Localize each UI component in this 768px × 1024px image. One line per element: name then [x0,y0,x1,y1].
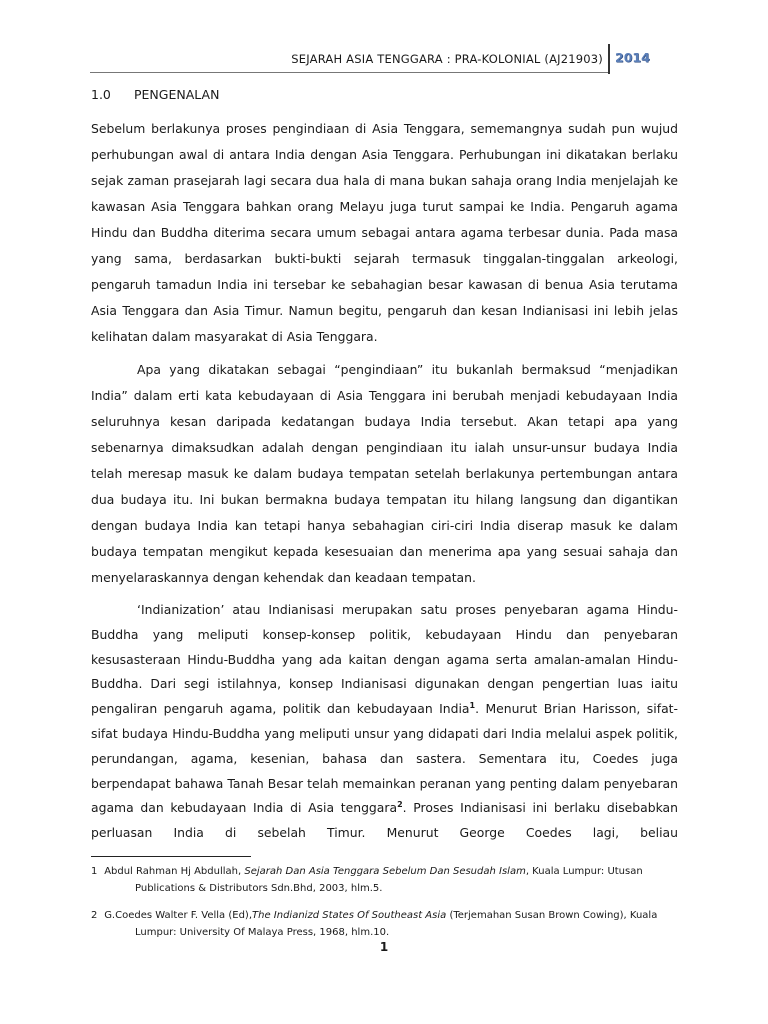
footnote-text: (Terjemahan Susan Brown Cowing), Kuala Lumpur: University Of Malaya Press, 1968, hlm.10. [135,909,658,938]
section-title: PENGENALAN [134,87,220,102]
paragraph-3-part-2: . Menurut Brian Harisson, sifat-sifat budaya Hindu-Buddha yang meliputi unsur yang didapati dari India melalui aspek politik, perundangan, agama, kesenian, bahasa dan sastera. Sementara itu, Coedes juga berpendapat bahawa Tanah Besar telah memainkan peranan yang penting dalam penyebaran agama dan kebudayaan India di Asia tenggara [91,701,678,816]
paragraph-3-part-1: ‘Indianization’ atau Indianisasi merupakan satu proses penyebaran agama Hindu-Buddha yang meliputi konsep-konsep politik, kebudayaan Hindu dan penyebaran kesusasteraan Hindu-Buddha yang ada kaitan dengan agama serta amalan-amalan Hindu-Buddha. Dari segi istilahnya, konsep Indianisasi digunakan dengan pengertian luas iaitu pengaliran pengaruh agama, politik dan kebudayaan India [91,602,678,717]
footnote-mark: 2 [91,909,98,921]
footnote-2 [91,907,678,941]
section-number: 1.0 [91,87,111,102]
footnote-separator [91,856,251,857]
paragraph-2: Apa yang dikatakan sebagai “pengindiaan” itu bukanlah bermaksud “menjadikan India” dalam erti kata kebudayaan di Asia Tenggara ini berubah menjadi kebudayaan India seluruhnya kesan daripada kedatangan budaya India tersebut. Akan tetapi apa yang sebenarnya dimaksudkan adalah dengan pengindiaan itu ialah unsur-unsur budaya India telah meresap masuk ke dalam budaya tempatan setelah berlakunya pertembungan antara dua budaya itu. Ini bukan bermakna budaya tempatan itu hilang langsung dan digantikan dengan budaya India kan tetapi hanya sebahagian ciri-ciri India diserap masuk ke dalam budaya tempatan mengikut kepada kesesuaian dan menerima apa yang sesuai sahaja dan menyelaraskannya dengan kehendak dan keadaan tempatan. [91,362,678,585]
footnote-ref-1[interactable]: 1 [469,701,476,711]
header-rule [90,72,608,73]
header-divider [608,44,610,74]
running-header [0,44,768,74]
course-title: SEJARAH ASIA TENGGARA : PRA-KOLONIAL (AJ21903) [291,52,603,66]
footnote-book-title: Sejarah Dan Asia Tenggara Sebelum Dan Sesudah Islam [244,865,526,877]
header-year: 2014 [615,50,650,65]
footnote-1 [91,863,678,897]
page-number: 1 [379,940,389,954]
page-body [91,87,678,951]
footnote-book-title: The Indianizd States Of Southeast Asia [252,909,447,921]
footnote-text: Abdul Rahman Hj Abdullah, [104,865,245,877]
section-heading [91,87,678,102]
paragraph-3 [91,598,678,846]
footnote-text: G.Coedes Walter F. Vella (Ed), [104,909,253,921]
paragraph-3-part-3: . Proses Indianisasi ini berlaku disebabkan perluasan India di sebelah Timur. Menurut George Coedes lagi, beliau [91,800,679,841]
footnote-text: , Kuala Lumpur: Utusan Publications & Distributors Sdn.Bhd, 2003, hlm.5. [135,865,643,894]
footnote-mark: 1 [91,865,98,877]
footnote-ref-2[interactable]: 2 [397,800,403,810]
paragraph-1: Sebelum berlakunya proses pengindiaan di Asia Tenggara, sememangnya sudah pun wujud perhubungan awal di antara India dengan Asia Tenggara. Perhubungan ini dikatakan berlaku sejak zaman prasejarah lagi secara dua hala di mana bukan sahaja orang India menjelajah ke kawasan Asia Tenggara bahkan orang Melayu juga turut sampai ke India. Pengaruh agama Hindu dan Buddha diterima secara umum sebagai antara agama terbesar dunia. Pada masa yang sama, berdasarkan bukti-bukti sejarah termasuk tinggalan-tinggalan arkeologi, pengaruh tamadun India ini tersebar ke sebahagian besar kawasan di benua Asia terutama Asia Tenggara dan Asia Timur. Namun begitu, pengaruh dan kesan Indianisasi ini lebih jelas kelihatan dalam masyarakat di Asia Tenggara. [91,121,678,344]
